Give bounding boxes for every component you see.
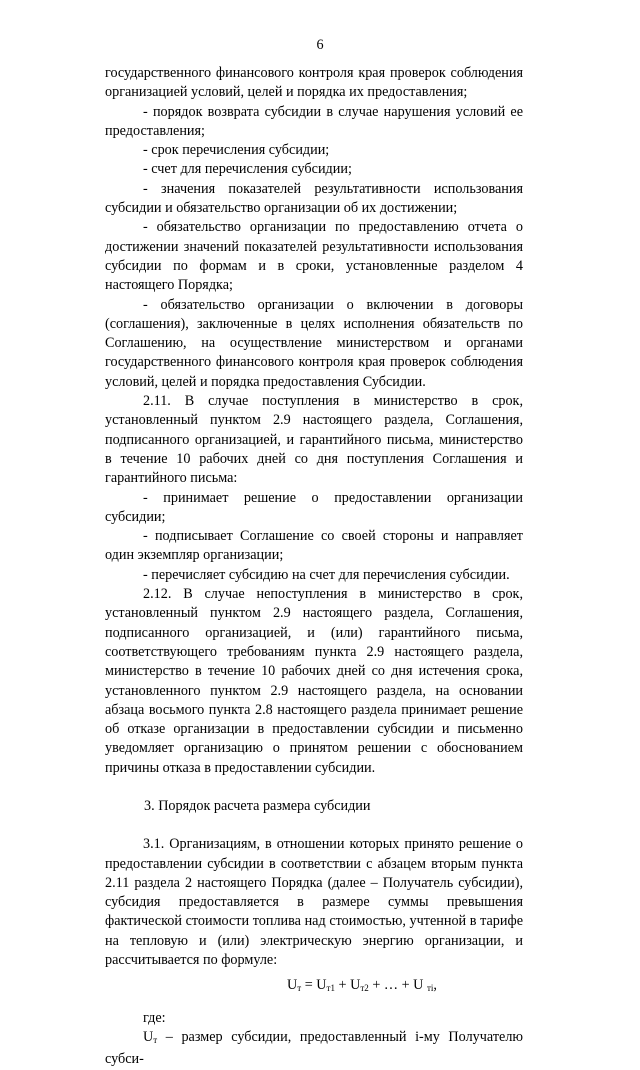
paragraph: - счет для перечисления субсидии; [143,161,352,178]
paragraph: 2.11. В случае поступления в министерство в срок, установленный пунктом 2.9 настоящего раздела, Соглашения, подписанного организацией, и гарантийного письма, министерство в течение 10 рабочих дней со дня поступления Соглашения и гарантийного письма: [105,393,523,487]
formula-plus: + [334,977,351,994]
definition-symbol-sub: т [153,1034,158,1045]
formula-ellipsis: + … + [368,977,414,994]
formula-term-i-sub: тi [426,983,434,994]
paragraph: - порядок возврата субсидии в случае нарушения условий ее предоставления; [105,103,523,139]
formula-term-1-sub: т1 [326,983,335,994]
formula-end: , [433,977,437,994]
paragraph: - срок перечисления субсидии; [143,142,330,159]
paragraph: - обязательство организации о включении в договоры (соглашения), заключенные в целях исполнения обязательств по Соглашению, на осуществление министерством и органами государственного финансового контроля края проверок соблюдения условий, целей и порядка предоставления Субсидии. [105,296,523,390]
paragraph: - значения показателей результативности использования субсидии и обязательство организации об их достижении; [105,180,523,217]
document-body [105,64,523,1070]
formula-term-1: U [316,977,327,994]
definition-symbol: U [143,1028,154,1045]
paragraph: - обязательство организации по предоставлению отчета о достижении значений показателей результативности использования субсидии по формам и в сроки, установленные разделом 4 настоящего Порядка; [105,219,523,294]
paragraph: - подписывает Соглашение со своей стороны и направляет один экземпляр организации; [105,528,523,564]
definition-text: – размер субсидии, предоставленный i-му Получателю субси- [105,1028,523,1068]
section-title: 3. Порядок расчета размера субсидии [144,797,371,814]
formula-term-2-sub: т2 [360,983,369,994]
paragraph: 2.12. В случае непоступления в министерство в срок, установленный пунктом 2.9 настоящего раздела, Соглашения, подписанного организацией, и (или) гарантийного письма, соответствующего требованиям пункта 2.9 настоящего раздела, министерство в течение 10 рабочих дней со дня истечения срока, установленного пунктом 2.9 настоящего раздела, на основании абзаца восьмого пункта 2.8 настоящего раздела принимает решение об отказе организации в предоставлении субсидии и письменно уведомляет организацию о принятом решении с обоснованием причины отказа в предоставлении субсидии. [105,586,523,776]
paragraph: государственного финансового контроля края проверок соблюдения организацией условий, целей и порядка их предоставления; [105,65,523,101]
formula-eq: = [301,977,317,994]
paragraph-3-1: 3.1. Организациям, в отношении которых принято решение о предоставлении субсидии в соответствии с абзацем вторым пункта 2.11 раздела 2 настоящего Порядка (далее – Получатель субсидии), субсидия предоставляется в размере суммы превышения фактической стоимости топлива над стоимостью, учтенной в тарифе на тепловую и (или) электрическую энергию организации, и рассчитывается по формуле: [105,836,523,969]
where-label: где: [143,1009,166,1026]
section-gap [105,778,523,797]
formula-term-2: U [350,977,361,994]
formula-lhs: U [287,977,298,994]
formula-term-i: U [413,977,427,994]
paragraph-list [105,64,523,778]
definition-line [105,1028,523,1070]
paragraph: - принимает решение о предоставлении организации субсидии; [105,489,523,525]
section-gap [105,816,523,835]
formula-lhs-sub: т [297,983,302,994]
paragraph: - перечисляет субсидию на счет для перечисления субсидии. [143,566,510,583]
formula [105,976,523,998]
page-number: 6 [316,37,324,53]
